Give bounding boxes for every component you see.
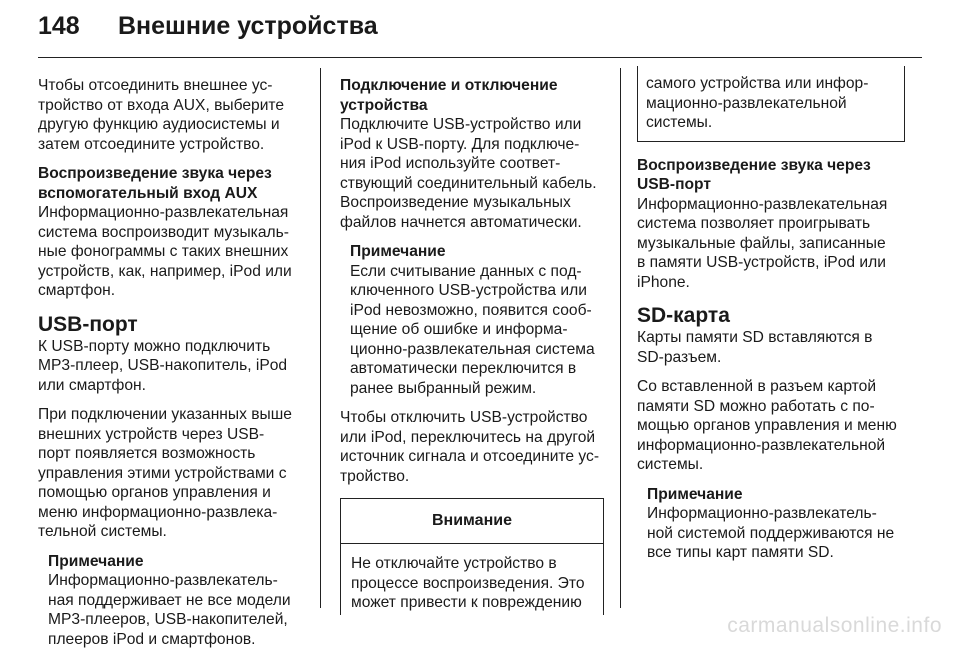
text-line: система воспроизводит музыкаль-	[38, 223, 302, 243]
column-1	[38, 76, 302, 649]
text-line: музыкальные файлы, записанные	[637, 234, 905, 254]
note-line: ключенного USB-устройства или	[350, 281, 604, 301]
note-heading: Примечание	[48, 552, 302, 572]
column-3	[637, 66, 905, 563]
warning-line: мационно-развлекательной	[646, 94, 894, 114]
note-heading: Примечание	[350, 242, 604, 262]
heading-line: вспомогательный вход AUX	[38, 184, 302, 204]
text-line: iPhone.	[637, 273, 905, 293]
header-rule	[38, 57, 922, 58]
text-line: другую функцию аудиосистемы и	[38, 115, 302, 135]
warning-line: может привести к повреждению	[351, 593, 593, 613]
text-line: ствующий соединительный кабель.	[340, 174, 604, 194]
text-line: в памяти USB-устройств, iPod или	[637, 253, 905, 273]
text-line: затем отсоедините устройство.	[38, 135, 302, 155]
note-line: MP3-плееров, USB-накопителей,	[48, 610, 302, 630]
text-line: Чтобы отсоединить внешнее ус-	[38, 76, 302, 96]
usb-control-paragraph	[38, 405, 302, 542]
page-number: 148	[38, 12, 80, 41]
text-line: Воспроизведение музыкальных	[340, 193, 604, 213]
text-line: Информационно-развлекательная	[38, 203, 302, 223]
usb-intro-paragraph	[38, 337, 302, 396]
note-line: ной системой поддерживаются не	[647, 524, 905, 544]
text-line: меню информационно-развлека-	[38, 503, 302, 523]
note-block	[340, 242, 604, 398]
warning-line: Не отключайте устройство в	[351, 554, 593, 574]
text-line: Подключите USB-устройство или	[340, 115, 604, 135]
text-line: Карты памяти SD вставляются в	[637, 328, 905, 348]
sd-insert-paragraph	[637, 328, 905, 367]
text-line: системы.	[637, 455, 905, 475]
text-line: тельной системы.	[38, 522, 302, 542]
heading-line: устройства	[340, 96, 604, 116]
text-line: информационно-развлекательной	[637, 436, 905, 456]
text-line: Информационно-развлекательная	[637, 195, 905, 215]
text-line: ные фонограммы с таких внешних	[38, 242, 302, 262]
heading-line: Воспроизведение звука через	[637, 156, 905, 176]
text-line: источник сигнала и отсоедините ус-	[340, 447, 604, 467]
text-line: или смартфон.	[38, 376, 302, 396]
column-2	[340, 76, 604, 615]
note-block	[637, 485, 905, 563]
note-block	[38, 552, 302, 649]
warning-line: процессе воспроизведения. Это	[351, 574, 593, 594]
note-heading: Примечание	[647, 485, 905, 505]
usb-section-heading: USB-порт	[38, 313, 302, 337]
text-line: или iPod, переключитесь на другой	[340, 428, 604, 448]
aux-playback-heading	[38, 164, 302, 203]
text-line: файлов начнется автоматически.	[340, 213, 604, 233]
text-line: При подключении указанных выше	[38, 405, 302, 425]
text-line: Со вставленной в разъем картой	[637, 377, 905, 397]
warning-line: самого устройства или инфор-	[646, 74, 894, 94]
text-line: смартфон.	[38, 281, 302, 301]
warning-box	[340, 498, 604, 615]
heading-line: USB-порт	[637, 175, 905, 195]
text-line: тройство от входа AUX, выберите	[38, 96, 302, 116]
connect-paragraph	[340, 115, 604, 232]
note-line: щение об ошибке и информа-	[350, 320, 604, 340]
sd-section-heading: SD-карта	[637, 304, 905, 328]
usb-playback-heading	[637, 156, 905, 195]
text-line: порт появляется возможность	[38, 444, 302, 464]
note-line: ная поддерживает не все модели	[48, 591, 302, 611]
usb-playback-paragraph	[637, 195, 905, 293]
text-line: система позволяет проигрывать	[637, 214, 905, 234]
note-line: Если считывание данных с под-	[350, 262, 604, 282]
aux-disconnect-paragraph	[38, 76, 302, 154]
note-line: автоматически переключится в	[350, 359, 604, 379]
note-line: ционно-развлекательная система	[350, 340, 604, 360]
text-line: помощью органов управления и	[38, 483, 302, 503]
sd-control-paragraph	[637, 377, 905, 475]
text-line: мощью органов управления и меню	[637, 416, 905, 436]
note-line: Информационно-развлекатель-	[48, 571, 302, 591]
note-line: плееров iPod и смартфонов.	[48, 630, 302, 649]
text-line: памяти SD можно работать с по-	[637, 397, 905, 417]
note-line: ранее выбранный режим.	[350, 379, 604, 399]
warning-continuation-box	[637, 66, 905, 142]
text-line: iPod к USB-порту. Для подключе-	[340, 135, 604, 155]
aux-playback-paragraph	[38, 203, 302, 301]
text-line: SD-разъем.	[637, 348, 905, 368]
text-line: устройств, как, например, iPod или	[38, 262, 302, 282]
disconnect-paragraph	[340, 408, 604, 486]
heading-line: Подключение и отключение	[340, 76, 604, 96]
note-line: Информационно-развлекатель-	[647, 504, 905, 524]
heading-line: Воспроизведение звука через	[38, 164, 302, 184]
text-line: ния iPod используйте соответ-	[340, 154, 604, 174]
warning-title: Внимание	[341, 499, 603, 544]
text-line: управления этими устройствами с	[38, 464, 302, 484]
text-line: Чтобы отключить USB-устройство	[340, 408, 604, 428]
watermark: carmanualsonline.info	[727, 614, 942, 638]
text-line: К USB-порту можно подключить	[38, 337, 302, 357]
note-line: все типы карт памяти SD.	[647, 543, 905, 563]
text-line: тройство.	[340, 467, 604, 487]
text-line: внешних устройств через USB-	[38, 425, 302, 445]
warning-line: системы.	[646, 113, 894, 133]
warning-body	[341, 544, 603, 615]
text-line: MP3-плеер, USB-накопитель, iPod	[38, 356, 302, 376]
column-divider	[320, 68, 321, 608]
chapter-title: Внешние устройства	[118, 12, 378, 41]
column-divider	[620, 68, 621, 608]
note-line: iPod невозможно, появится сооб-	[350, 301, 604, 321]
connect-heading	[340, 76, 604, 115]
